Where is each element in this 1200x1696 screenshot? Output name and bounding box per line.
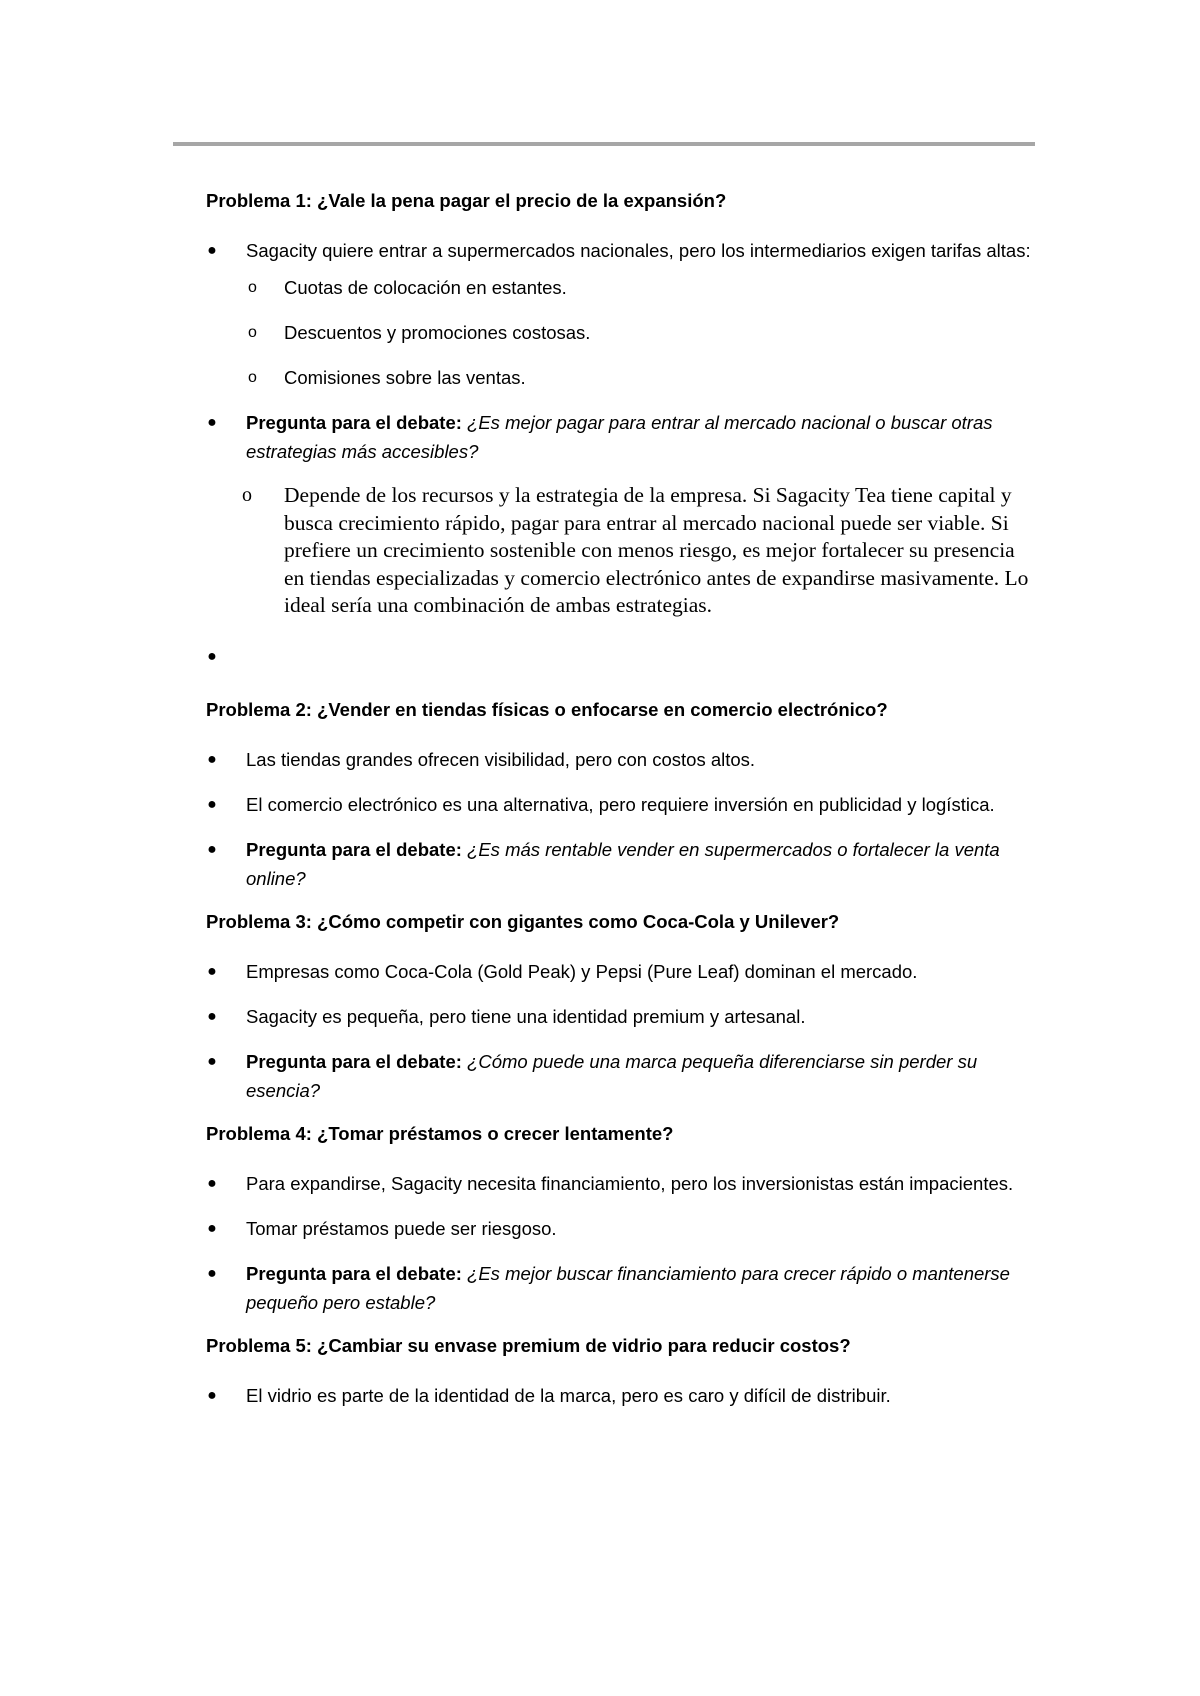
section-heading: Problema 1: ¿Vale la pena pagar el precio de la expansión?	[206, 190, 727, 211]
section-heading: Problema 2: ¿Vender en tiendas físicas o enfocarse en comercio electrónico?	[206, 698, 888, 720]
item-text: Tomar préstamos puede ser riesgoso.	[246, 1217, 557, 1239]
debate-label: Pregunta para el debate:	[246, 838, 462, 860]
bullet-icon: ●	[207, 962, 217, 980]
bullet-list	[206, 236, 1036, 466]
bullet-icon: ●	[207, 1174, 217, 1192]
section-problema-4	[206, 1121, 1036, 1317]
circle-bullet-icon: o	[248, 369, 257, 386]
section-problema-2	[206, 697, 1036, 893]
circle-bullet-icon: o	[248, 279, 257, 296]
list-item	[206, 1381, 1036, 1410]
list-item	[206, 1214, 1036, 1243]
list-item	[206, 957, 1036, 986]
bullet-icon: ●	[207, 840, 217, 858]
item-text: El comercio electrónico es una alternativa, pero requiere inversión en publicidad y logística.	[246, 793, 995, 815]
list-item	[206, 790, 1036, 819]
bullet-icon: ●	[207, 1264, 217, 1282]
answer-text: Depende de los recursos y la estrategia de la empresa. Si Sagacity Tea tiene capital y busca crecimiento rápido, pagar para entrar al mercado nacional puede ser viable. Si prefiere un crecimiento sostenible con menos riesgo, es mejor fortalecer su presencia en tiendas especializadas y comercio electrónico antes de expandirse masivamente. Lo ideal sería una combinación de ambas estrategias.	[284, 483, 1029, 617]
section-heading: Problema 4: ¿Tomar préstamos o crecer lentamente?	[206, 1122, 674, 1144]
bullet-icon: ●	[207, 750, 217, 768]
sub-list-item	[206, 318, 1036, 347]
answer-paragraph	[206, 482, 1036, 620]
bullet-icon: ●	[207, 414, 217, 431]
list-item-debate	[206, 408, 1036, 466]
header-rule	[173, 142, 1035, 146]
empty-list-item	[206, 648, 1036, 677]
sub-item-text: Comisiones sobre las ventas.	[284, 367, 526, 388]
bullet-icon: ●	[207, 1219, 217, 1237]
item-text: Sagacity es pequeña, pero tiene una identidad premium y artesanal.	[246, 1005, 806, 1027]
bullet-icon: ●	[207, 242, 217, 259]
bullet-list	[206, 1381, 1036, 1410]
item-text: Las tiendas grandes ofrecen visibilidad, pero con costos altos.	[246, 748, 756, 770]
sub-list-item	[206, 273, 1036, 302]
bullet-icon: ●	[207, 1052, 217, 1070]
debate-question: ¿Es mejor pagar para entrar al mercado nacional o buscar otras estrategias más accesibles?	[246, 412, 993, 462]
bullet-icon: ●	[207, 1386, 217, 1404]
debate-question: ¿Es mejor buscar financiamiento para crecer rápido o mantenerse pequeño pero estable?	[246, 1262, 1010, 1313]
bullet-icon: ●	[207, 795, 217, 813]
item-text: Para expandirse, Sagacity necesita financiamiento, pero los inversionistas están impacientes.	[246, 1172, 1014, 1194]
section-heading: Problema 3: ¿Cómo competir con gigantes como Coca-Cola y Unilever?	[206, 910, 840, 932]
list-item-debate	[206, 835, 1036, 893]
section-problema-3	[206, 909, 1036, 1105]
bullet-icon: ●	[207, 1007, 217, 1025]
document-body	[206, 188, 1036, 1426]
section-heading: Problema 5: ¿Cambiar su envase premium de vidrio para reducir costos?	[206, 1334, 851, 1356]
bullet-icon: ●	[207, 647, 217, 665]
item-text: El vidrio es parte de la identidad de la marca, pero es caro y difícil de distribuir.	[246, 1384, 891, 1406]
list-item	[206, 1169, 1036, 1198]
sub-list-item	[206, 363, 1036, 392]
bullet-list	[206, 1169, 1036, 1317]
sub-item-text: Descuentos y promociones costosas.	[284, 322, 591, 343]
list-item	[206, 236, 1036, 392]
circle-bullet-icon: o	[248, 324, 257, 341]
bullet-list	[206, 957, 1036, 1105]
item-text: Sagacity quiere entrar a supermercados nacionales, pero los intermediarios exigen tarifas altas:	[246, 240, 1031, 261]
sub-item-text: Cuotas de colocación en estantes.	[284, 277, 567, 298]
debate-question: ¿Es más rentable vender en supermercados o fortalecer la venta online?	[246, 838, 1000, 889]
sub-list	[206, 273, 1036, 392]
list-item-debate	[206, 1259, 1036, 1317]
list-item	[206, 745, 1036, 774]
list-item-debate	[206, 1047, 1036, 1105]
list-item	[206, 1002, 1036, 1031]
debate-label: Pregunta para el debate:	[246, 1050, 462, 1072]
debate-label: Pregunta para el debate:	[246, 412, 462, 433]
section-problema-5	[206, 1333, 1036, 1410]
circle-bullet-icon: o	[242, 484, 252, 506]
debate-label: Pregunta para el debate:	[246, 1262, 462, 1284]
debate-question: ¿Cómo puede una marca pequeña diferenciarse sin perder su esencia?	[246, 1050, 978, 1101]
item-text: Empresas como Coca-Cola (Gold Peak) y Pepsi (Pure Leaf) dominan el mercado.	[246, 960, 918, 982]
bullet-list	[206, 745, 1036, 893]
section-problema-1	[206, 188, 1036, 677]
